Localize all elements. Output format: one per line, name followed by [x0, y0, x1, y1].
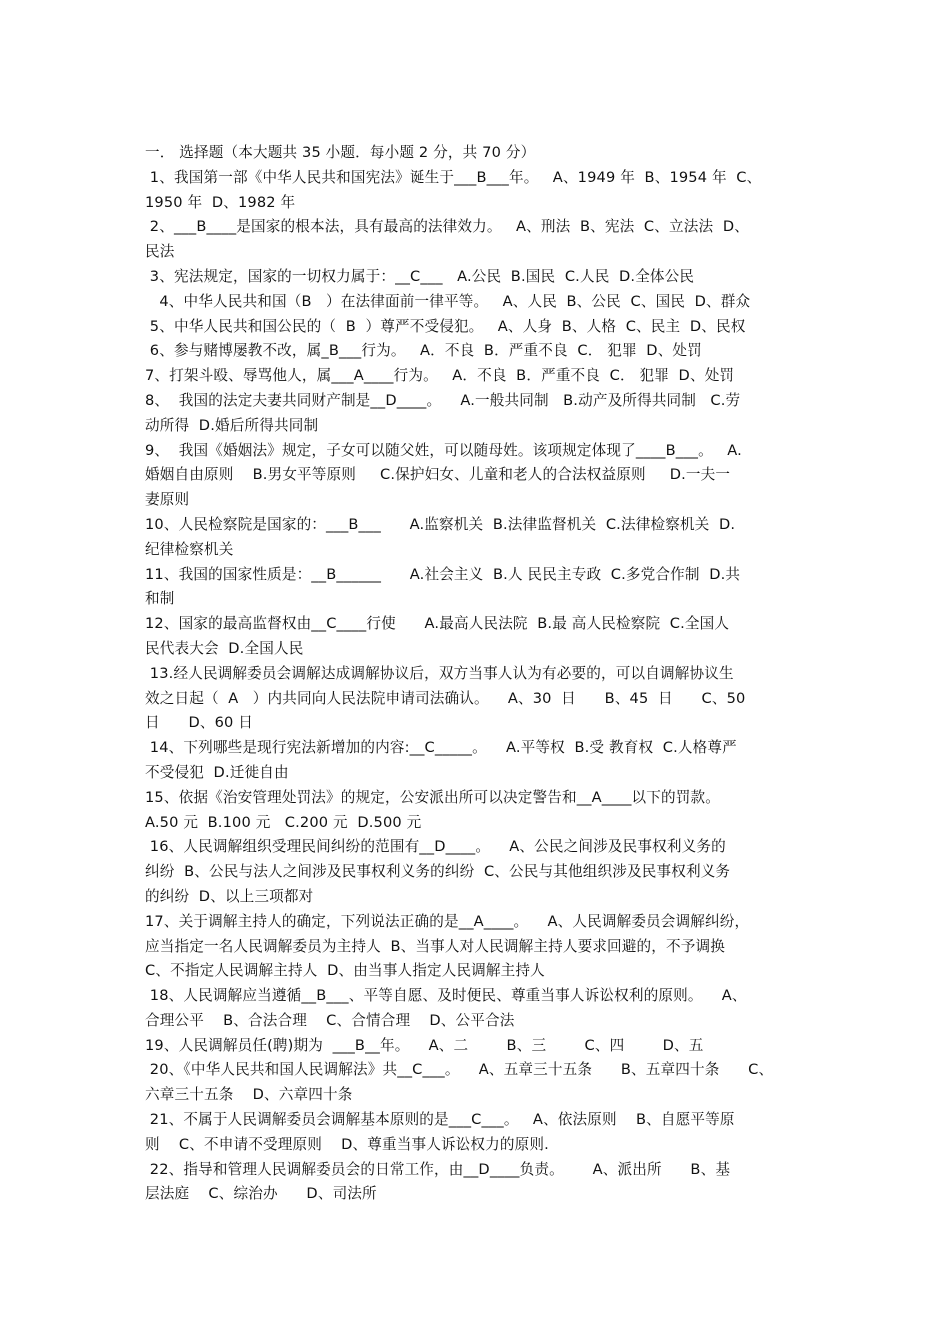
question-14-line-2: 不受侵犯 D.迁徙自由 — [145, 763, 289, 781]
question-22-line-2: 层法庭 C、综治办 D、司法所 — [145, 1185, 377, 1203]
section-heading: 一． 选择题（本大题共 35 小题．每小题 2 分，共 70 分） — [145, 144, 536, 161]
question-12-line-2: 民代表大会 D.全国人民 — [145, 639, 304, 657]
question-12-line-1: 12、国家的最高监督权由__C____行使 A.最高人民法院 B.最 高人民检察院 C.全国人 — [145, 615, 730, 633]
question-10-line-2: 纪律检察机关 — [145, 540, 234, 558]
question-10-line-1: 10、人民检察院是国家的：___B___ A.监察机关 B.法律监督机关 C.法律检察机关 D. — [145, 515, 736, 533]
question-18-line-1: 18、人民调解应当遵循__B___、平等自愿、及时便民、尊重当事人诉讼权利的原则。 A、 — [145, 987, 747, 1005]
question-11-line-1: 11、我国的国家性质是：__B______ A.社会主义 B.人 民民主专政 C.多党合作制 D.共 — [145, 565, 741, 583]
question-15-line-1: 15、依据《治安管理处罚法》的规定，公安派出所可以决定警告和__A____以下的罚款。 — [145, 788, 720, 806]
question-8-line-1: 8、 我国的法定夫妻共同财产制是__D____。 A.一般共同制 B.动产及所得共同制 C.劳 — [145, 391, 741, 409]
question-3: 3、宪法规定，国家的一切权力属于：__C___ A.公民 B.国民 C.人民 D.全体公民 — [145, 267, 695, 285]
question-16-line-2: 纠纷 B、公民与法人之间涉及民事权利义务的纠纷 C、公民与其他组织涉及民事权利义务 — [145, 863, 731, 881]
question-20-line-1: 20、《中华人民共和国人民调解法》共__C___。 A、五章三十五条 B、五章四十条 C、 — [145, 1061, 774, 1079]
question-17-line-2: 应当指定一名人民调解委员为主持人 B、当事人对人民调解主持人要求回避的，不予调换 — [145, 937, 726, 955]
question-8-line-2: 动所得 D.婚后所得共同制 — [145, 416, 319, 434]
question-11-line-2: 和制 — [145, 590, 175, 608]
question-19: 19、人民调解员任(聘)期为 ___B__年。 A、二 B、三 C、四 D、五 — [145, 1036, 704, 1054]
question-21-line-1: 21、不属于人民调解委员会调解基本原则的是___C___。 A、依法原则 B、自愿平等原 — [145, 1111, 735, 1129]
question-16-line-1: 16、人民调解组织受理民间纠纷的范围有__D____。 A、公民之间涉及民事权利义务的 — [145, 838, 726, 856]
question-1-line-1: 1、我国第一部《中华人民共和国宪法》诞生于___B___年。 A、1949 年 B、1954 年 C、 — [145, 168, 762, 186]
question-22-line-1: 22、指导和管理人民调解委员会的日常工作，由__D____负责。 A、派出所 B、基 — [145, 1160, 731, 1178]
question-21-line-2: 则 C、不申请不受理原则 D、尊重当事人诉讼权力的原则. — [145, 1135, 549, 1153]
question-20-line-2: 六章三十五条 D、六章四十条 — [145, 1086, 353, 1104]
question-7: 7、打架斗殴、辱骂他人，属___A____行为。 A．不良 B．严重不良 C． 犯罪 D、处罚 — [145, 367, 735, 385]
question-2-line-1: 2、___B____是国家的根本法，具有最高的法律效力。 A、刑法 B、宪法 C、立法法 D、 — [145, 218, 749, 236]
question-13-line-1: 13.经人民调解委员会调解达成调解协议后，双方当事人认为有必要的，可以自调解协议生 — [145, 664, 734, 682]
question-9-line-1: 9、 我国《婚姻法》规定，子女可以随父姓，可以随母姓。该项规定体现了____B___。 A. — [145, 441, 742, 459]
question-13-line-2: 效之日起（ A ）内共同向人民法院申请司法确认。 A、30 日 B、45 日 C、50 — [145, 689, 746, 707]
question-1-line-2: 1950 年 D、1982 年 — [145, 193, 296, 211]
question-9-line-2: 婚姻自由原则 B.男女平等原则 C.保护妇女、儿童和老人的合法权益原则 D.一夫一 — [145, 466, 731, 484]
question-6: 6、参与赌博屡教不改，属_B___行为。 A．不良 B．严重不良 C． 犯罪 D、处罚 — [145, 342, 702, 360]
question-list — [145, 141, 810, 1207]
question-18-line-2: 合理公平 B、合法合理 C、合情合理 D、公平合法 — [145, 1011, 515, 1029]
question-9-line-3: 妻原则 — [145, 491, 190, 509]
question-17-line-3: C、不指定人民调解主持人 D、由当事人指定人民调解主持人 — [145, 962, 545, 980]
question-17-line-1: 17、关于调解主持人的确定，下列说法正确的是__A____。 A、人民调解委员会调解纠纷， — [145, 912, 750, 930]
question-16-line-3: 的纠纷 D、以上三项都对 — [145, 887, 314, 905]
question-13-line-3: 日 D、60 日 — [145, 714, 254, 732]
question-2-line-2: 民法 — [145, 243, 175, 261]
question-4: 4、中华人民共和国（B ）在法律面前一律平等。 A、人民 B、公民 C、国民 D、群众 — [145, 292, 751, 310]
question-5: 5、中华人民共和国公民的（ B ）尊严不受侵犯。 A、人身 B、人格 C、民主 D、民权 — [145, 317, 746, 335]
question-14-line-1: 14、下列哪些是现行宪法新增加的内容:__C_____。 A.平等权 B.受 教育权 C.人格尊严 — [145, 739, 737, 757]
question-15-line-2: A.50 元 B.100 元 C.200 元 D.500 元 — [145, 813, 422, 831]
